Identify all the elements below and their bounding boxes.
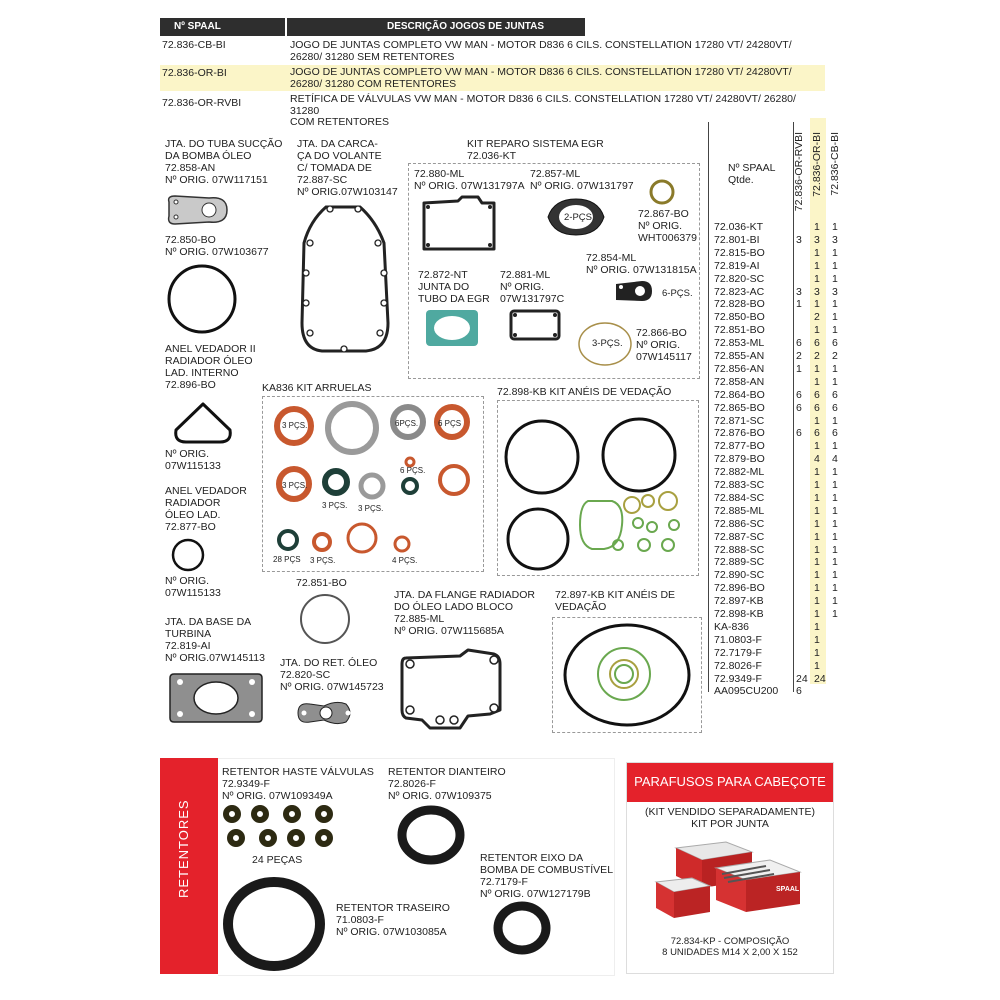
oring-850-image (166, 263, 238, 335)
qtable-code: 72.883-SC (714, 479, 765, 491)
parafusos-box-brand: SPAAL (776, 886, 800, 893)
gasket-base-turbina-image (166, 668, 266, 728)
qtable-code: 72.850-BO (714, 311, 765, 324)
qtable-qty: 4 (832, 453, 838, 466)
qtable-qty: 2 (796, 350, 802, 362)
qtable-qty: 1 (814, 633, 820, 646)
qty-label: 2-PÇS. (564, 212, 595, 223)
qtable-qty: 3 (814, 233, 820, 246)
qtable-qty: 1 (814, 556, 820, 569)
kit897-title: 72.897-KB KIT ANÉIS DE VEDAÇÃO (555, 589, 676, 613)
qtable-code: 72.898-KB (714, 608, 764, 620)
qtable-qty: 1 (832, 595, 838, 608)
qtable-qty: 1 (832, 440, 838, 453)
qtable-qty: 1 (832, 259, 838, 272)
gasket-880-image (418, 195, 500, 257)
qtable-code: 72.896-BO (714, 582, 765, 595)
qtable-qty: 1 (832, 298, 838, 311)
qty-label: 3 PÇS. (358, 504, 384, 513)
part-label-anel-ii: ANEL VEDADOR II RADIADOR ÓLEO LAD. INTERNO 72.896-BO (165, 343, 256, 391)
qtable-code: KA-836 (714, 620, 750, 633)
qtable-code: 72.882-ML (714, 466, 765, 479)
qtable-qty: 1 (814, 362, 820, 375)
qtable-code: 72.887-SC (714, 530, 765, 543)
qty-label: 28 PÇS (273, 555, 301, 564)
oring-851-image (298, 592, 352, 646)
qtable-qty: 1 (832, 362, 838, 375)
gasket-854-image (612, 278, 656, 304)
qtable-code: 72.865-BO (714, 401, 765, 414)
qtable-qty: 3 (832, 285, 838, 298)
qtable-qty: 1 (832, 543, 838, 556)
part-label-flange: JTA. DA FLANGE RADIADOR DO ÓLEO LADO BLOCO 72.885-ML Nº ORIG. 07W115685A (394, 589, 535, 637)
qtable-qty: 3 (796, 233, 802, 246)
qtable-qty: 1 (832, 504, 838, 517)
qtable-qty: 1 (832, 466, 838, 479)
qtable-qty: 1 (814, 259, 820, 272)
qtable-qty: 1 (814, 569, 820, 582)
qtable-code: 72.823-AC (714, 285, 765, 298)
orings-898-image (500, 405, 695, 571)
qtable-code: 72.877-BO (714, 440, 765, 453)
qty-label: 4 PÇS. (392, 556, 418, 565)
qtable-qty: 1 (832, 272, 838, 285)
qtable-qty: 6 (814, 401, 820, 414)
haste-qty: 24 PEÇAS (252, 854, 303, 866)
seal-dianteiro-image (398, 806, 464, 864)
qtable-code: 72.036-KT (714, 221, 764, 233)
part-label-tuba: JTA. DO TUBA SUCÇÃO DA BOMBA ÓLEO 72.858-AN Nº ORIG. 07W117151 (165, 138, 283, 186)
qtable-qty: 1 (814, 517, 820, 530)
qtable-code: 72.897-KB (714, 595, 764, 608)
part-label-anel-877: ANEL VEDADOR RADIADOR ÓLEO LAD. 72.877-BO (165, 485, 247, 533)
qtable-code: 72.876-BO (714, 427, 765, 440)
oring-877-image (170, 537, 206, 573)
qtable-qty: 6 (832, 401, 838, 414)
qtable-qty: 1 (814, 608, 820, 620)
qtable-qty: 1 (832, 311, 838, 324)
part-orig-896: Nº ORIG. 07W115133 (165, 448, 221, 472)
ka836-title: KA836 KIT ARRUELAS (262, 382, 372, 394)
qtable-qty: 1 (814, 543, 820, 556)
qtable-code: 72.855-AN (714, 350, 765, 362)
retentores-title: RETENTORES (176, 799, 191, 898)
table-header-code: Nº SPAAL (160, 18, 285, 36)
qtable-qty: 3 (814, 285, 820, 298)
gasket-872-image (424, 308, 480, 348)
qtable-qty: 1 (814, 246, 820, 259)
qtable-qty: 1 (832, 375, 838, 388)
qtable-code: 72.851-BO (714, 324, 765, 337)
qtable-qty: 6 (814, 427, 820, 440)
qtable-qty: 1 (814, 595, 820, 608)
qtable-qty: 2 (814, 311, 820, 324)
table-header-description: DESCRIÇÃO JOGOS DE JUNTAS (287, 18, 585, 36)
part-label-866: 72.866-BO Nº ORIG. 07W145117 (636, 327, 692, 363)
qtable-qty: 1 (814, 504, 820, 517)
gasket-881-image (508, 308, 562, 342)
qtable-code: 72.856-AN (714, 362, 765, 375)
egr-kit-title: KIT REPARO SISTEMA EGR 72.036-KT (467, 138, 604, 162)
qtable-code: 71.0803-F (714, 633, 762, 646)
qty-label: 6 PÇS. (400, 466, 426, 475)
qtable-qty: 6 (832, 388, 838, 401)
qtable-qty: 1 (832, 582, 838, 595)
gasket-tuba-image (165, 192, 231, 228)
qtable-code: AA095CU200 (714, 685, 779, 698)
parafusos-composition: 72.834-KP - COMPOSIÇÃO 8 UNIDADES M14 X 2,00 X 152 (662, 936, 798, 958)
qtable-qty: 3 (832, 233, 838, 246)
oring-896-image (172, 400, 234, 446)
qtable-qty: 1 (814, 582, 820, 595)
qtable-qty: 1 (832, 530, 838, 543)
qtable-qty: 1 (814, 324, 820, 337)
qtable-code: 72.879-BO (714, 453, 765, 466)
qtable-qty: 6 (796, 337, 802, 350)
qtable-code: 72.9349-F (714, 672, 762, 685)
qtable-col-header: 72.836-CB-BI (829, 132, 841, 196)
part-label-867: 72.867-BO Nº ORIG. WHT006379 (638, 208, 697, 244)
qtable-col-divider (708, 122, 709, 692)
qtable-code: 72.884-SC (714, 491, 765, 504)
qtable-code: 72.820-SC (714, 272, 765, 285)
row-description: RETÍFICA DE VÁLVULAS VW MAN - MOTOR D836 6 CILS. CONSTELLATION 17280 VT/ 24280VT/ 26280/ 31280 COM RETENTORES (290, 93, 796, 128)
qtable-qty: 24 (796, 672, 808, 685)
qtable-code: 72.853-ML (714, 337, 765, 350)
qtable-code: 72.7179-F (714, 646, 762, 659)
table-row (160, 65, 825, 91)
qty-label: 3 PÇS. (282, 421, 308, 430)
part-label-880: 72.880-ML Nº ORIG. 07W131797A (414, 168, 525, 192)
qtable-code: 72.828-BO (714, 298, 765, 311)
parafusos-note: (KIT VENDIDO SEPARADAMENTE) KIT POR JUNTA (645, 806, 815, 830)
qtable-qty: 1 (814, 530, 820, 543)
qtable-qty: 1 (796, 298, 802, 311)
part-label-eixo: RETENTOR EIXO DA BOMBA DE COMBUSTÍVEL 72.7179-F Nº ORIG. 07W127179B (480, 852, 614, 900)
qtable-qty: 2 (814, 350, 820, 362)
row-description: JOGO DE JUNTAS COMPLETO VW MAN - MOTOR D836 6 CILS. CONSTELLATION 17280 VT/ 24280VT/ 26280/ 31280 COM RETENTORES (290, 66, 792, 90)
qtable-qty: 1 (814, 221, 820, 233)
parafusos-box-image (656, 838, 816, 926)
qty-label: 3 PÇS. (310, 556, 336, 565)
qtable-qty: 6 (832, 337, 838, 350)
qty-label: 6PÇS. (395, 419, 419, 428)
qtable-qty: 6 (796, 427, 802, 440)
qtable-qty: 1 (832, 517, 838, 530)
part-label-ret-oleo: JTA. DO RET. ÓLEO 72.820-SC Nº ORIG. 07W145723 (280, 657, 384, 693)
table-row (160, 40, 825, 64)
part-label-881: 72.881-ML Nº ORIG. 07W131797C (500, 269, 565, 305)
qtable-qty: 4 (814, 453, 820, 466)
qtable-qty: 6 (796, 685, 802, 698)
qtable-qty: 1 (832, 556, 838, 569)
qtable-qty: 1 (814, 479, 820, 491)
qtable-qty: 1 (832, 491, 838, 504)
part-label-base-turbina: JTA. DA BASE DA TURBINA 72.819-AI Nº ORIG.07W145113 (165, 616, 265, 664)
row-description: JOGO DE JUNTAS COMPLETO VW MAN - MOTOR D836 6 CILS. CONSTELLATION 17280 VT/ 24280VT/ 26280/ 31280 SEM RETENTORES (290, 39, 792, 63)
qtable-qty: 24 (814, 672, 826, 685)
qtable-qty: 1 (832, 414, 838, 427)
row-code: 72.836-OR-RVBI (162, 97, 242, 109)
part-orig-877: Nº ORIG. 07W115133 (165, 575, 221, 599)
gasket-carcaca-image (296, 203, 392, 355)
qtable-qty: 2 (832, 350, 838, 362)
qtable-col-header: 72.836-OR-BI (811, 132, 823, 197)
part-label-857: 72.857-ML Nº ORIG. 07W131797 (530, 168, 634, 192)
qty-label: 3 PÇS. (282, 481, 308, 490)
qtable-qty: 6 (814, 337, 820, 350)
qtable-code: 72.858-AN (714, 375, 765, 388)
qtable-code: 72.8026-F (714, 659, 762, 672)
qtable-qty: 6 (814, 388, 820, 401)
qtable-qty: 1 (814, 414, 820, 427)
row-code: 72.836-CB-BI (162, 39, 226, 51)
part-label-traseiro: RETENTOR TRASEIRO 71.0803-F Nº ORIG. 07W103085A (336, 902, 450, 938)
qtable-qty: 1 (796, 362, 802, 375)
qtable-qty: 1 (832, 608, 838, 620)
part-label-haste: RETENTOR HASTE VÁLVULAS 72.9349-F Nº ORIG. 07W109349A (222, 766, 374, 802)
qtable-qty: 1 (814, 646, 820, 659)
seal-eixo-image (494, 902, 550, 954)
qtable-code: 72.886-SC (714, 517, 765, 530)
qtable-qty: 1 (832, 246, 838, 259)
table-row (160, 93, 825, 128)
kit898-title: 72.898-KB KIT ANÉIS DE VEDAÇÃO (497, 386, 672, 398)
part-label-850: 72.850-BO Nº ORIG. 07W103677 (165, 234, 269, 258)
qtable-qty: 1 (814, 620, 820, 633)
qtable-col-header: 72.836-OR-RVBI (793, 132, 805, 212)
retentores-sidebar (160, 758, 218, 974)
gasket-ret-oleo-image (294, 698, 356, 728)
qtable-qty: 1 (814, 375, 820, 388)
part-label-carcaca: JTA. DA CARCA- ÇA DO VOLANTE C/ TOMADA DE 72.887-SC Nº ORIG.07W103147 (297, 138, 398, 198)
part-label-854: 72.854-ML Nº ORIG. 07W131815A (586, 252, 697, 276)
qtable-qty: 1 (832, 479, 838, 491)
qty-label: 3 PÇS. (322, 501, 348, 510)
part-label-dianteiro: RETENTOR DIANTEIRO 72.8026-F Nº ORIG. 07W109375 (388, 766, 506, 802)
orings-897-image (562, 622, 692, 728)
seal-traseiro-image (222, 876, 326, 972)
qtable-code: 72.889-SC (714, 556, 765, 569)
qtable-code: 72.885-ML (714, 504, 765, 517)
qtable-code: 72.888-SC (714, 543, 765, 556)
qtable-qty: 1 (814, 491, 820, 504)
qty-label: 6-PÇS. (662, 288, 693, 299)
qtable-qty: 6 (832, 427, 838, 440)
qtable-code: 72.864-BO (714, 388, 765, 401)
seals-haste-image (222, 804, 340, 852)
qtable-code: 72.801-BI (714, 233, 760, 246)
qtable-code: 72.815-BO (714, 246, 765, 259)
qtable-code: 72.819-AI (714, 259, 760, 272)
qtable-code: 72.890-SC (714, 569, 765, 582)
qtable-qty: 1 (814, 440, 820, 453)
gasket-flange-image (398, 648, 506, 732)
oring-867-image (648, 178, 676, 206)
qty-label: 3-PÇS. (592, 338, 623, 349)
qtable-qty: 1 (814, 298, 820, 311)
qtable-qty: 6 (796, 401, 802, 414)
qtable-qty: 1 (814, 272, 820, 285)
qtable-qty: 1 (832, 569, 838, 582)
qtable-qty: 1 (832, 324, 838, 337)
parafusos-title-bar: PARAFUSOS PARA CABEÇOTE (626, 762, 834, 802)
qtable-code: 72.871-SC (714, 414, 765, 427)
qtable-qty: 3 (796, 285, 802, 298)
qtable-qty: 1 (814, 466, 820, 479)
qtable-header: Nº SPAAL Qtde. (728, 162, 776, 186)
qtable-qty: 1 (832, 221, 838, 233)
qtable-qty: 6 (796, 388, 802, 401)
part-label-851: 72.851-BO (296, 577, 347, 589)
row-code: 72.836-OR-BI (162, 67, 227, 79)
qty-label: 6 PÇS (438, 419, 462, 428)
part-label-872: 72.872-NT JUNTA DO TUBO DA EGR (418, 269, 490, 305)
qtable-qty: 1 (814, 659, 820, 672)
